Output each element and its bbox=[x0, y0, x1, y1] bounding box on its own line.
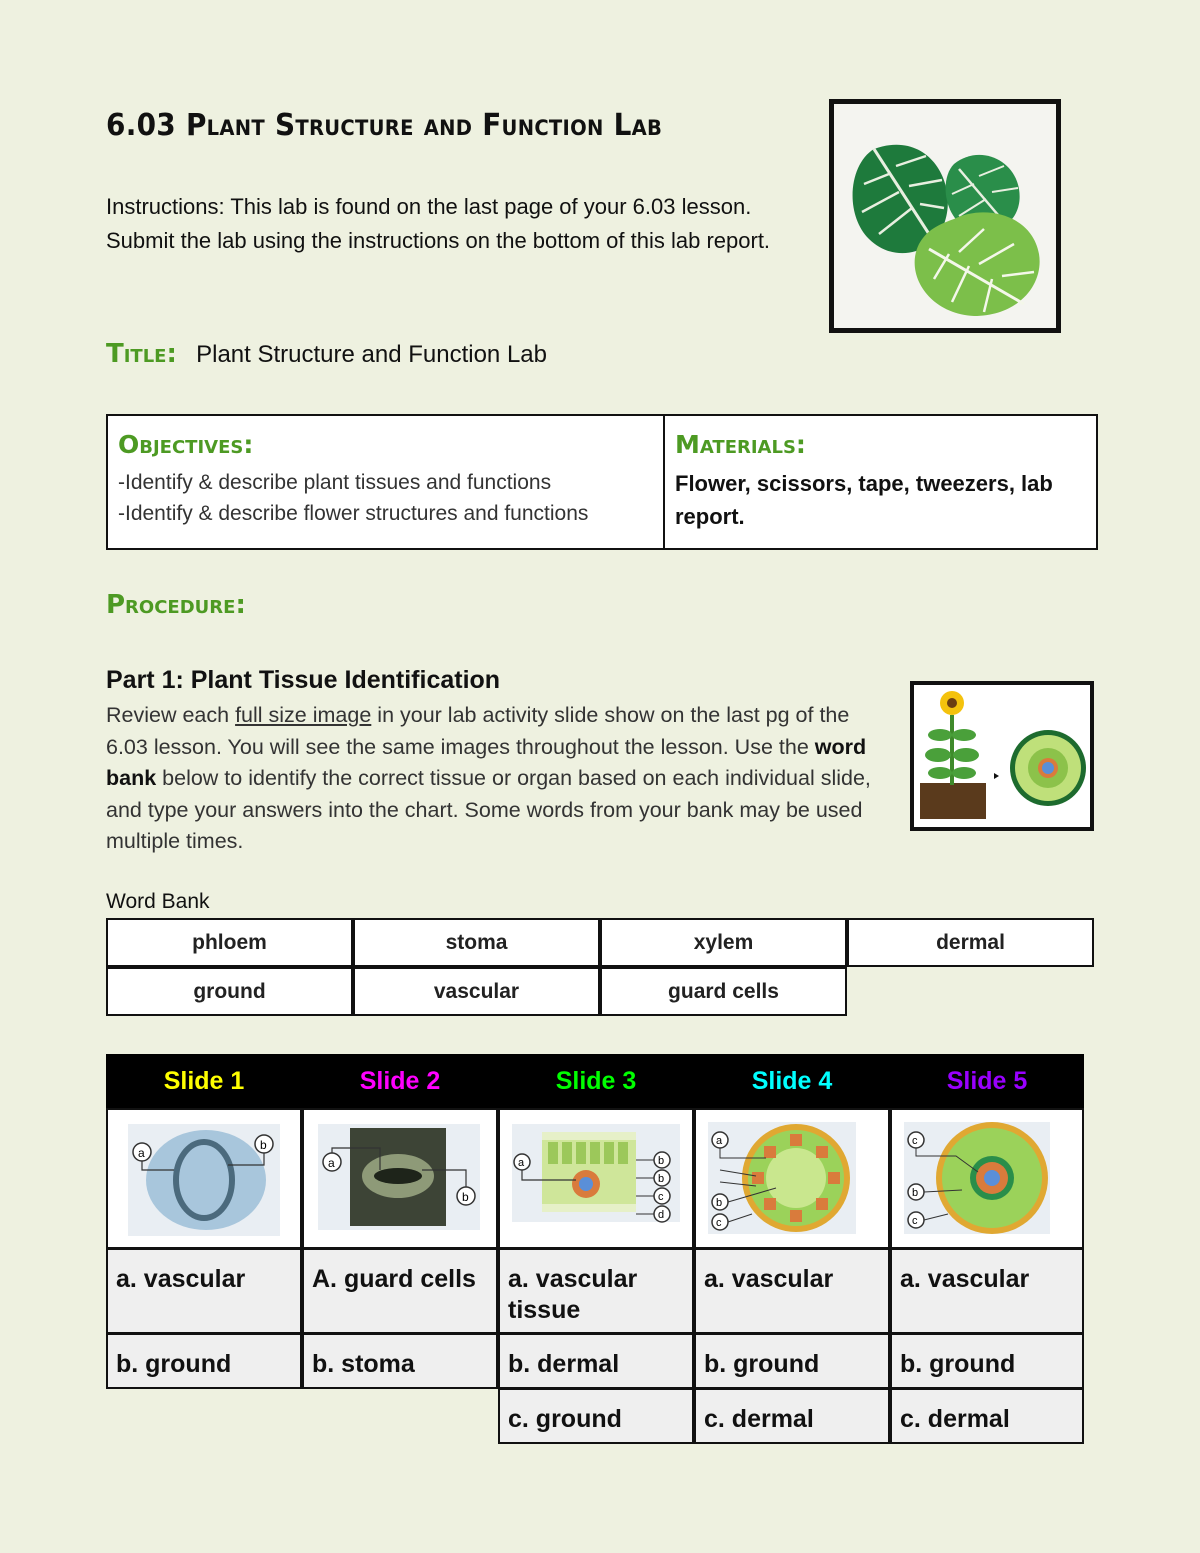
svg-text:a: a bbox=[328, 1156, 335, 1170]
slide5-image bbox=[890, 1108, 1084, 1249]
title-label: Title: bbox=[106, 339, 177, 369]
slide4-answer-a[interactable]: a. vascular bbox=[694, 1248, 890, 1334]
materials-label: Materials: bbox=[675, 430, 806, 459]
slide5-answer-a[interactable]: a. vascular bbox=[890, 1248, 1084, 1334]
word-bank-label: Word Bank bbox=[106, 890, 210, 913]
svg-text:b: b bbox=[658, 1155, 665, 1167]
slide1-image bbox=[106, 1108, 302, 1249]
slide4-answer-c[interactable]: c. dermal bbox=[694, 1388, 890, 1444]
title-row bbox=[106, 338, 547, 369]
objectives-cell bbox=[108, 416, 665, 548]
word-bank-cell: xylem bbox=[600, 918, 847, 967]
svg-text:b: b bbox=[912, 1187, 919, 1199]
instructions-text: Instructions: This lab is found on the last page of your 6.03 lesson. Submit the lab using the instructions on the bottom of this lab report. bbox=[106, 194, 771, 253]
monstera-leaves-image bbox=[829, 99, 1061, 333]
slide5-answer-c[interactable]: c. dermal bbox=[890, 1388, 1084, 1444]
slide-header: Slide 5 bbox=[890, 1054, 1084, 1108]
svg-text:b: b bbox=[462, 1190, 469, 1204]
svg-text:a: a bbox=[716, 1135, 723, 1147]
svg-text:b: b bbox=[658, 1173, 665, 1185]
objective-item: -Identify & describe plant tissues and functions bbox=[118, 471, 552, 494]
word-bank-cell: dermal bbox=[847, 918, 1094, 967]
slide2-answer-b[interactable]: b. stoma bbox=[302, 1333, 498, 1389]
svg-text:b: b bbox=[260, 1138, 267, 1152]
part1-description bbox=[106, 700, 896, 858]
materials-cell bbox=[665, 416, 1096, 548]
svg-text:c: c bbox=[658, 1191, 664, 1203]
desc-text: below to identify the correct tissue or organ based on each individual slide, and type your answers into the chart. Some words from your bank may be used multiple times. bbox=[106, 766, 871, 853]
slide1-answer-b[interactable]: b. ground bbox=[106, 1333, 302, 1389]
materials-text: Flower, scissors, tape, tweezers, lab report. bbox=[675, 471, 1053, 529]
slide1-answer-a[interactable]: a. vascular bbox=[106, 1248, 302, 1334]
desc-bold: word bank bbox=[106, 734, 867, 790]
sunflower-stem-image bbox=[910, 681, 1094, 831]
full-size-image-link[interactable]: full size image bbox=[235, 703, 372, 727]
svg-text:a: a bbox=[138, 1146, 145, 1160]
svg-text:b: b bbox=[716, 1197, 723, 1209]
procedure-label: Procedure: bbox=[106, 590, 246, 620]
slide2-image bbox=[302, 1108, 498, 1249]
slide3-answer-c[interactable]: c. ground bbox=[498, 1388, 694, 1444]
slide2-answer-a[interactable]: A. guard cells bbox=[302, 1248, 498, 1334]
slide-header: Slide 4 bbox=[694, 1054, 890, 1108]
slide-header: Slide 1 bbox=[106, 1054, 302, 1108]
desc-text: Review each bbox=[106, 703, 236, 727]
word-bank-cell: stoma bbox=[353, 918, 600, 967]
slide3-answer-a[interactable]: a. vascular tissue bbox=[498, 1248, 694, 1334]
slide4-image bbox=[694, 1108, 890, 1249]
document-title: 6.03 Plant Structure and Function Lab bbox=[106, 108, 663, 143]
objectives-label: Objectives: bbox=[118, 430, 254, 459]
svg-text:a: a bbox=[518, 1157, 525, 1169]
objective-item: -Identify & describe flower structures and functions bbox=[118, 502, 589, 525]
part1-title: Part 1: Plant Tissue Identification bbox=[106, 666, 501, 694]
word-bank-cell: phloem bbox=[106, 918, 353, 967]
title-value: Plant Structure and Function Lab bbox=[196, 341, 547, 368]
word-bank-cell: ground bbox=[106, 967, 353, 1016]
slide-header: Slide 2 bbox=[302, 1054, 498, 1108]
slide4-answer-b[interactable]: b. ground bbox=[694, 1333, 890, 1389]
slide-header: Slide 3 bbox=[498, 1054, 694, 1108]
svg-text:c: c bbox=[912, 1135, 918, 1147]
svg-text:d: d bbox=[658, 1209, 665, 1221]
svg-text:c: c bbox=[716, 1217, 722, 1229]
desc-text: in your lab activity slide show on the last pg of the 6.03 lesson. You will see the same images throughout the lesson. Use the bbox=[106, 703, 850, 759]
slide5-answer-b[interactable]: b. ground bbox=[890, 1333, 1084, 1389]
objectives-materials-table bbox=[106, 414, 1098, 550]
slide3-image bbox=[498, 1108, 694, 1249]
word-bank-cell: vascular bbox=[353, 967, 600, 1016]
slide3-answer-b[interactable]: b. dermal bbox=[498, 1333, 694, 1389]
word-bank-cell: guard cells bbox=[600, 967, 847, 1016]
svg-text:c: c bbox=[912, 1215, 918, 1227]
